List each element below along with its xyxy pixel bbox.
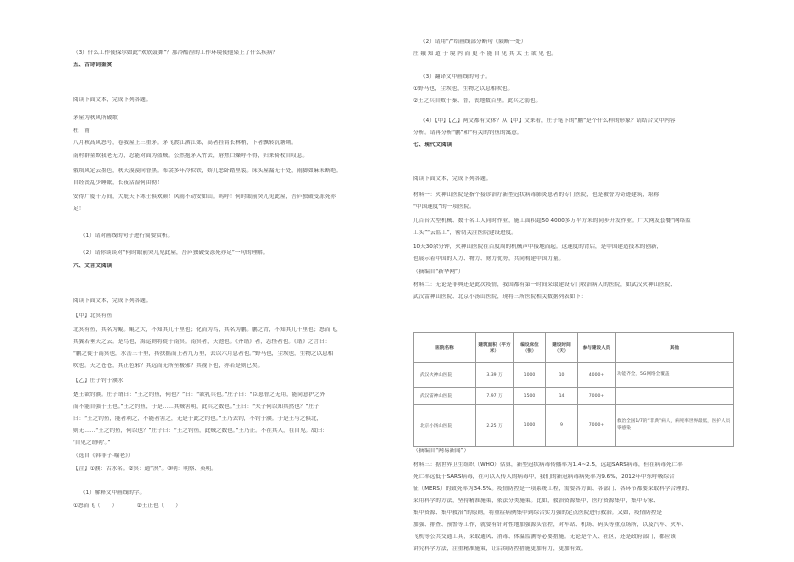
poem-line: 八月秋高风怒号，卷我屋上三重茅。茅飞渡江洒江郊，高者挂罥长林梢，下者飘转沉塘坳。: [73, 140, 297, 146]
table-cell: [616, 388, 734, 405]
poem-line: 安得广厦千万间，大庇天下寒士俱欢颜！风雨不动安如山。呜呼！何时眼前突兀见此屋，吾庐独破受冻死亦: [73, 194, 336, 200]
material-line: 采用科学的方法，坚持精准施策，依法分类施策。比如，救治资源集中，医疗资源集中，集中专家、: [413, 498, 660, 504]
poem-question-2: （2）请你谈谈对“何时眼前突兀见此屋，吾庐独破受冻死亦足”一句的理解。: [80, 250, 269, 256]
table-cell: 14: [546, 388, 578, 405]
material-line: 工头”“云监工”，密切关注医院建设进度。: [413, 230, 517, 236]
material-line: “中国速度”的一项医院。: [413, 204, 475, 210]
material-line: 几百台大型机械、数千名工人同时作业，施工面积超50 4000多万平方米的同步开发作业。广大网友套餐“网络监: [413, 218, 691, 224]
table-cell: 武汉雷神山医院: [414, 388, 476, 405]
column-header: 建设时间（天）: [546, 333, 578, 363]
table-cell: 3.39 万: [476, 363, 514, 388]
material-line: 飞机等公共交通工具，采取通风、消毒、体温监测等必要措施。无论是个人、社区，还是政府部门，都应该: [413, 534, 676, 540]
table-cell: 7000+: [578, 388, 616, 405]
question-3-item: ①野马也，尘埃也，生物之以息相吹也。: [413, 86, 514, 92]
material-source: （摘编自“网易新闻”）: [413, 448, 470, 454]
passage-b-title: 【乙】庄子钓于濮水: [73, 378, 124, 384]
material-line: 武汉雷神山医院、北京小汤山医院，现将三所医院相关数据列表如下：: [413, 294, 587, 300]
poem-line: 南村群童欺我老无力，忍能对面为盗贼。公然抱茅入竹去，唇焦口燥呼不得，归来倚杖自叹息。: [73, 153, 308, 159]
table-cell: 9: [546, 405, 578, 447]
material-line: 讲究科学方法，注重精准施策，让后续防控措施更加有力，更加有效。: [413, 546, 587, 552]
question-4: （4）【甲】【乙】两文都有文体？从【甲】文来看，庄子笔下的“鹏”是个什么样的形象？请结合文中内容: [420, 118, 676, 124]
column-header: 编设床位（张）: [514, 333, 546, 363]
question-3-item: ②王之兵自败于秦、晋，丧地数百里。此兵之弱也。: [413, 98, 542, 104]
material-source: （摘编自“新华网”）: [413, 269, 464, 275]
question-3: （3）翻译文中画线的句子。: [420, 74, 491, 80]
material-line: 材料三：据世界卫生组织（WHO）估算，新型冠状病毒传播率为1.4~2.5，远超SARS病毒，但在病毒死亡率: [413, 462, 683, 468]
poem-question-1: （1）请对画线的句子进行简要赏析。: [80, 233, 174, 239]
table-cell: 1500: [514, 388, 546, 405]
passage-line: 而不能自强于王也。”王之钓鱼，于是……其贼害明，此兵之数也。”王曰：“夫子何以知其然也？”庄子: [73, 404, 320, 410]
passage-line: 吹也。天之苍苍，其正色邪？其远而无所至极邪？其视下也，亦若是则已矣。: [73, 363, 264, 369]
table-cell: 1000: [514, 405, 546, 447]
column-header: 其他: [616, 333, 734, 363]
table-cell: 7.97 万: [476, 388, 514, 405]
passage-notes: 【注】①濮：古水名。②冥：通“溟”。③明：明察、英明。: [73, 466, 217, 472]
question-3: （3）什么工作使保尔如此“欢欣鼓舞”？那冷酷涅的工作环境使他染上了什么疾病？: [73, 50, 279, 56]
passage-line: “鹏之徙于南冥也，水击三千里，抟扶摇而上者九万里，去以六月息者也。”野马也，尘埃也，生物之以息相: [73, 351, 334, 357]
poem-author: 杜 甫: [73, 128, 90, 134]
table-row: [414, 363, 734, 388]
poem-line: 俄顷风定云墨色，秋天漠漠向昏黑。布衾多年冷似铁，娇儿恶卧踏里裂。床头屋漏无干处，雨脚如麻未断绝。: [73, 168, 342, 174]
table-header-row: [414, 333, 734, 363]
table-cell: 功能齐全，5G网络全覆盖: [616, 363, 734, 388]
question-1: （1）解释文中画线的字。: [80, 490, 146, 496]
column-header: 参与建设人员: [578, 333, 616, 363]
section-heading-5: 五、古诗词鉴赏: [73, 62, 113, 68]
material-line: 加强、排查、预警等工作，就要有针对性地加强源头管控，对车站、机场、码头等重点场所，以及汽车、火车、: [413, 522, 688, 528]
instruction-text: 阅读下面文本，完成下列各题。: [413, 176, 492, 182]
passage-a-title: 【甲】北冥有鱼: [73, 313, 113, 319]
passage-source: （选自《韩非子·喻老》）: [73, 453, 134, 459]
passage-line: 楚王欲钓濮。庄子谓曰：“王之钓鱼，何也？”曰：“欲乳兵也。”庄子曰：“臣患智之无用，能同意护之外: [73, 392, 326, 398]
question-2: （2）请用“/”给画线部分断句（限断一处）: [420, 39, 527, 45]
instruction-text: 阅读下面文本，完成下列各题。: [73, 298, 152, 304]
table-cell: 7000+: [578, 405, 616, 447]
section-heading-7: 七、现代文阅读: [413, 142, 453, 148]
table-cell: 救治全国1/7的“非典”病人，病死率世界最低，医护人员零感染: [616, 405, 734, 447]
material-line: 材料一：火神山医院是指个接诊治疗新型冠状病毒肺炎患者的专门医院，也是被誉为奇迹建筑，堪称: [413, 192, 660, 198]
material-line: 也展示着中国的人力、物力、财力优势，共同构建中国力量。: [413, 256, 565, 262]
hospital-table: [413, 332, 734, 447]
material-line: 征（MERS）的致死率为34.5%。疫情防控是一项系统工程，需要各方面、各部门、各环节都要采取科学合理的、: [413, 486, 693, 492]
passage-line: 则无……“王之钓鱼，何以也？”庄子曰：“王之钓鱼，此贼之数也。”王乃止。不在其人，在自见。故曰：: [73, 428, 328, 434]
table-cell: 武汉火神山医院: [414, 363, 476, 388]
passage-line: 北冥有鱼，其名为鲲。鲲之大，不知其几千里也；化而为鸟，其名为鹏。鹏之背，不知其几千里也；怒而飞，: [73, 327, 342, 333]
instruction-text: 阅读下面文本，完成下列各题。: [73, 97, 152, 103]
poem-line: 自经丧乱少睡眠，长夜沾湿何由彻！: [73, 180, 163, 186]
column-header: 医院名称: [414, 333, 476, 363]
table-row: [414, 388, 734, 405]
material-line: 10天30余分钟，火神山医院在百度周的机械声中接地而起。这速度的背后，是中国建造技术的创新，: [413, 244, 663, 250]
question-2-text: 庄 娥 知 道 于 境 内 而 更 不 能 自 见 其 太 王 欲 见 也。: [413, 51, 557, 57]
table-cell: 北京小汤山医院: [414, 405, 476, 447]
question-4-text: 分析。请再分析“鹏”和“有关的钓鱼的寓意。: [413, 130, 523, 136]
poem-line: 足！: [73, 206, 85, 212]
section-heading-6: 六、文言文阅读: [73, 263, 113, 269]
material-line: 材料二：无论是非典还是此次疫情，我国都有第一时间采取建设专门收治病人的医院，如武汉火神山医院、: [413, 282, 676, 288]
poem-title: 茅屋为秋风所破歌: [73, 115, 118, 121]
question-1-blanks: ①怒而飞（ ） ②王止也（ ）: [73, 503, 181, 509]
table-cell: 10: [546, 363, 578, 388]
table-cell: 4000+: [578, 363, 616, 388]
passage-line: 曰：“王之钓鱼，能者利之，不能者害之，无是于此之钓也。”王乃去钓，不钓于濮。于是王与之俱北，: [73, 416, 323, 422]
table-cell: 2.25 万: [476, 405, 514, 447]
table-cell: 1000: [514, 363, 546, 388]
passage-line: 其翼若垂天之云。是鸟也，海运则将徙于南冥。南冥者，天池也。《齐谐》者，志怪者也。《谐》之言曰：: [73, 339, 331, 345]
column-header: 建筑面积（平方米）: [476, 333, 514, 363]
material-line: 集中资源、集中救治”的原则，将重症病例集中到综合实力强的定点医院进行救治。又如，疫情防控是: [413, 510, 663, 516]
passage-line: ‘自见之谓明’。”: [73, 440, 111, 446]
table-row: [414, 405, 734, 447]
material-line: 死亡率远低于SARS病毒，在可以人传人的病毒中，我们的新冠病毒病死率为9.6%，2012年中东呼吸综合: [413, 474, 675, 480]
